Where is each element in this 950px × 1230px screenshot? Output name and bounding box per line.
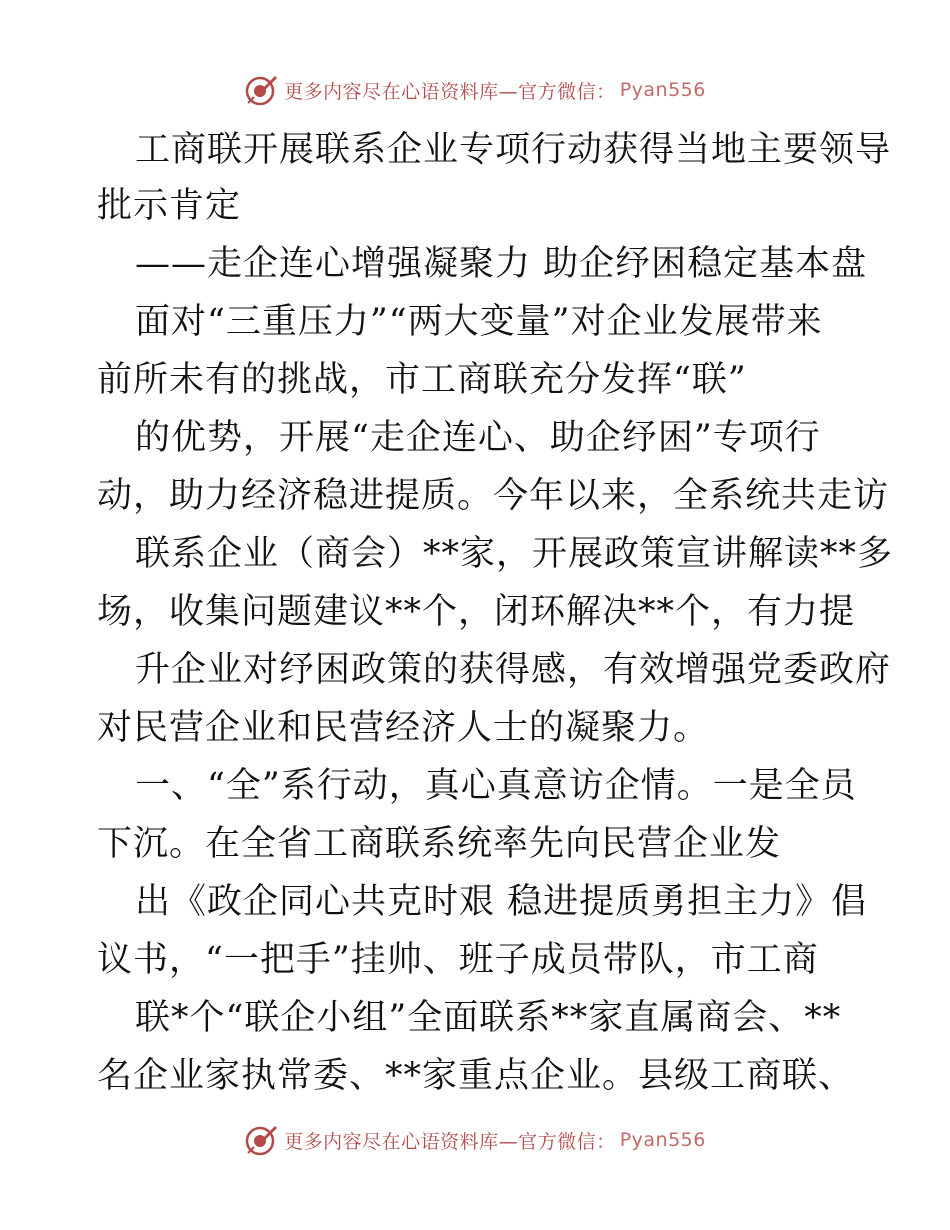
doc-line: 动，助力经济稳进提质。今年以来，全系统共走访 <box>97 476 890 516</box>
watermark-text: 更多内容尽在心语资料库 <box>284 80 499 103</box>
watermark-separator: —官方微信： <box>498 80 616 103</box>
doc-line: 名企业家执常委、**家重点企业。县级工商联、 <box>97 1056 855 1096</box>
doc-line: ——走企连心增强凝聚力 助企纾困稳定基本盘 <box>135 244 868 284</box>
doc-line: 联系企业（商会）**家，开展政策宣讲解读**多 <box>135 534 894 574</box>
doc-line: 批示肯定 <box>97 186 242 226</box>
doc-line: 出《政企同心共克时艰 稳进提质勇担主力》倡 <box>135 882 868 922</box>
watermark-separator: —官方微信： <box>498 1130 616 1153</box>
doc-line: 联*个“联企小组”全面联系**家直属商会、** <box>135 998 842 1038</box>
doc-line: 对民营企业和民营经济人士的凝聚力。 <box>97 708 710 748</box>
doc-line: 升企业对纾困政策的获得感，有效增强党委政府 <box>135 650 892 690</box>
doc-line: 前所未有的挑战，市工商联充分发挥“联” <box>97 360 747 400</box>
doc-line: 面对“三重压力”“两大变量”对企业发展带来 <box>135 302 823 342</box>
doc-line: 场，收集问题建议**个，闭环解决**个，有力提 <box>97 592 856 632</box>
doc-line: 的优势，开展“走企连心、助企纾困”专项行 <box>135 418 821 458</box>
watermark-wechat-id: Pyan556 <box>619 1129 706 1151</box>
footer-watermark <box>0 1120 950 1160</box>
doc-line: 一、“全”系行动，真心真意访企情。一是全员 <box>135 766 857 806</box>
doc-line: 下沉。在全省工商联系统率先向民营企业发 <box>97 824 782 864</box>
watermark-text: 更多内容尽在心语资料库 <box>284 1130 499 1153</box>
pen-logo-icon <box>244 1123 278 1157</box>
watermark-wechat-id: Pyan556 <box>619 79 706 101</box>
doc-line: 议书，“一把手”挂帅、班子成员带队，市工商 <box>97 940 819 980</box>
doc-line: 工商联开展联系企业专项行动获得当地主要领导 <box>135 130 892 170</box>
